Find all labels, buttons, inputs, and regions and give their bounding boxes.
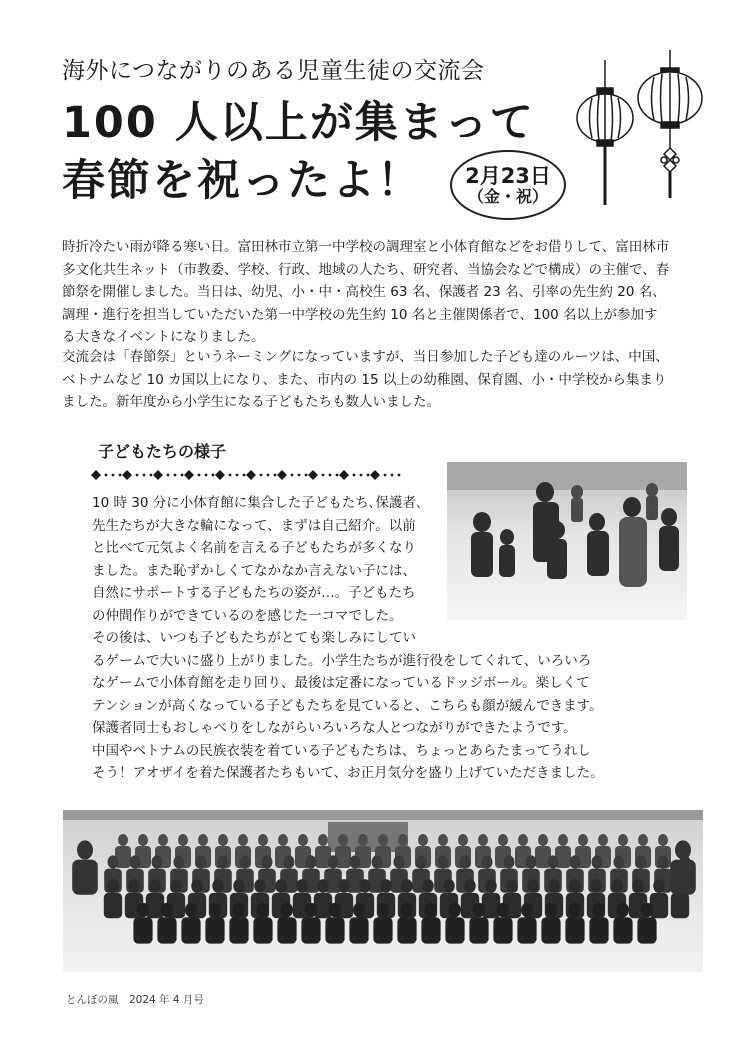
section-line: テンションが高くなっている子どもたちを見ていると、こちらも顔が緩んできます。 (92, 697, 603, 714)
intro-2-line: 交流会は「春節祭」というネーミングになっていますが、当日参加した子ども達のルーツは、中国、 (62, 349, 669, 365)
divider-dot (236, 474, 239, 477)
intro-1-line: 多文化共生ネット（市教委、学校、行政、地域の人たち、研究者、当協会などで構成）の主催で、春 (62, 261, 670, 278)
section-line: なゲームで小体育館を走り回り、最後は定番になっているドッジボール。楽しくて (92, 675, 590, 691)
section-line: るゲームで大いに盛り上がりました。小学生たちが進行役をしてくれて、いろいろ (92, 652, 592, 669)
divider-diamond (215, 470, 225, 480)
divider-diamond (277, 470, 287, 480)
divider-diamond (184, 470, 194, 480)
divider-diamond (122, 470, 132, 480)
divider-dot (360, 474, 363, 477)
divider-dot (353, 474, 356, 477)
intro-2-line: ました。新年度から小学生になる子どもたちも数人いました。 (62, 394, 440, 410)
section-line: ました。また恥ずかしくてなかなか言えない子には、 (92, 562, 416, 579)
chinese-lantern-icon (570, 50, 710, 210)
divider-dot (167, 474, 170, 477)
intro-1-line: 節祭を開催しました。当日は、幼児、小・中・高校生 63 名、保護者 23 名、引率の先生約 20 名、 (62, 284, 666, 300)
divider-dot (260, 474, 263, 477)
section-line: 自然にサポートする子どもたちの姿が…。子どもたち (92, 585, 416, 601)
intro-paragraph-1 (62, 236, 692, 349)
divider-dot (198, 474, 201, 477)
divider-dot (212, 474, 215, 477)
divider-dot (398, 474, 401, 477)
date-badge (450, 150, 566, 220)
divider-diamond (339, 470, 349, 480)
divider-diamond (153, 470, 163, 480)
divider-dot (136, 474, 139, 477)
divider-dot (243, 474, 246, 477)
date-badge-date: 2月23日 (465, 163, 551, 188)
divider-dot (174, 474, 177, 477)
divider-dot (119, 474, 122, 477)
divider-dot (329, 474, 332, 477)
footer-issue: とんぼの風 2024 年 4 月号 (66, 994, 204, 1006)
divider-diamond (370, 470, 380, 480)
section-line: 10 時 30 分に小体育館に集合した子どもたち､保護者､ (92, 495, 423, 511)
intro-2-line: ベトナムなど 10 カ国以上になり、また、市内の 15 以上の幼稚園、保育園、小・中学校から集まり (62, 371, 667, 388)
kids-circle-photo (447, 462, 687, 620)
divider-dot (205, 474, 208, 477)
divider-diamond (308, 470, 318, 480)
date-badge-weekday: （金・祝） (467, 186, 548, 206)
divider-dot (274, 474, 277, 477)
divider-dot (291, 474, 294, 477)
divider-dot (384, 474, 387, 477)
section-line: 保護者同士もおしゃべりをしながらいろいろな人とつながりができたようです。 (92, 720, 577, 736)
divider-diamond (246, 470, 256, 480)
divider-diamond (91, 470, 101, 480)
divider-dot (336, 474, 339, 477)
section-line: 中国やベトナムの民族衣装を着ている子どもたちは、ちょっとあらたまってうれし (92, 742, 591, 759)
section-line: その後は、いつも子どもたちがとても楽しみにしてい (92, 630, 416, 646)
divider-dot (181, 474, 184, 477)
section-line: そう！アオザイを着た保護者たちもいて、お正月気分を盛り上げていただきました。 (92, 765, 604, 781)
divider-dot (150, 474, 153, 477)
divider-dot (112, 474, 115, 477)
intro-1-line: 調理・進行を担当していただいた第一中学校の先生約 10 名と主催関係者で、100 名以上が参加す (62, 306, 658, 323)
divider-dot (229, 474, 232, 477)
divider-dot (267, 474, 270, 477)
section-heading: 子どもたちの様子 (98, 442, 227, 461)
divider-dot (305, 474, 308, 477)
divider-dot (367, 474, 370, 477)
diamond-dot-divider (90, 468, 410, 482)
subtitle: 海外につながりのある児童生徒の交流会 (62, 58, 485, 84)
divider-dot (143, 474, 146, 477)
section-line: と比べて元気よく名前を言える子どもたちが多くなり (92, 540, 416, 556)
section-line: の仲間作りができているのを感じた一コマでした。 (92, 607, 403, 624)
intro-paragraph-2 (62, 346, 692, 414)
group-photo (63, 810, 703, 972)
intro-1-line: る大きなイベントになりました。 (62, 329, 265, 345)
divider-dot (105, 474, 108, 477)
divider-dot (322, 474, 325, 477)
section-line: 先生たちが大きな輪になって、まずは自己紹介。以前 (92, 517, 416, 534)
divider-dot (298, 474, 301, 477)
intro-1-line: 時折冷たい雨が降る寒い日。富田林市立第一中学校の調理室と小体育館などをお借りして、富田林市 (62, 239, 670, 255)
headline-line-2: 春節を祝ったよ！ (62, 156, 422, 206)
divider-dot (391, 474, 394, 477)
headline-line-1: 100 人以上が集まって (62, 98, 535, 148)
